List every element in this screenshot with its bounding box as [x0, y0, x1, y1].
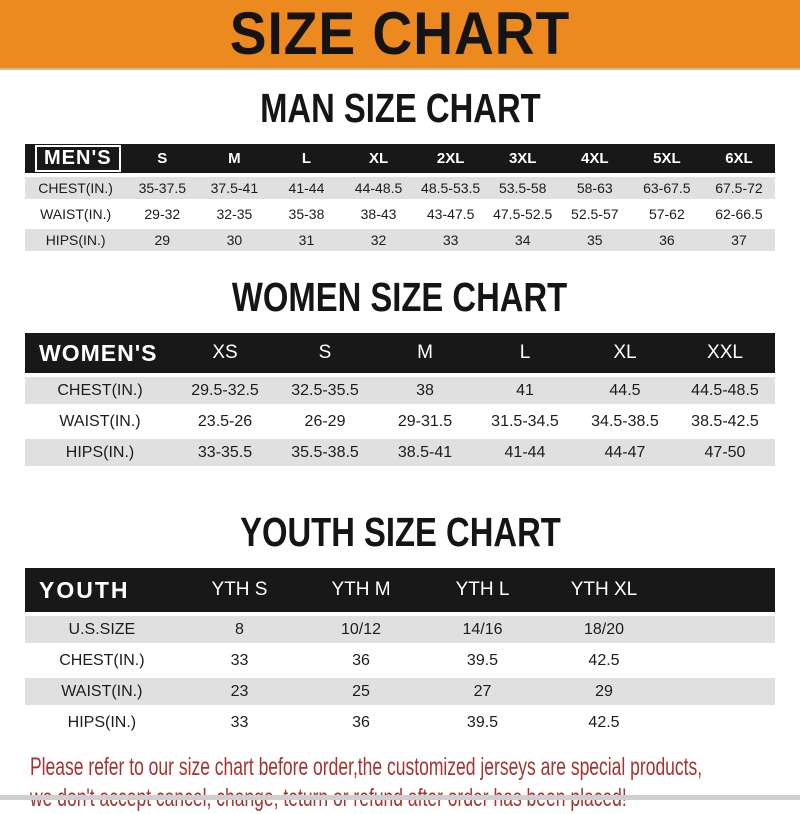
table-cell: 23.5-26 [197, 412, 253, 430]
row-label: HIPS(IN.) [65, 443, 135, 461]
youth-col-header: YTH L [455, 579, 510, 600]
table-cell: 39.5 [466, 651, 499, 669]
table-cell: 38-43 [360, 206, 397, 222]
table-cell: 63-67.5 [643, 180, 691, 196]
table-cell: 14/16 [462, 620, 503, 638]
table-cell: 37 [731, 232, 747, 248]
table-cell: 44.5-48.5 [691, 381, 759, 399]
table-cell-empty [665, 647, 775, 674]
table-cell: 38 [416, 381, 434, 399]
table-cell: 43-47.5 [426, 206, 475, 222]
table-cell: 33-35.5 [197, 443, 253, 461]
table-cell: 36 [352, 651, 370, 669]
table-cell: 32 [370, 232, 387, 248]
women-section-heading [0, 275, 800, 319]
table-cell: 44-48.5 [354, 180, 403, 196]
women-header-row [25, 333, 775, 373]
women-chest-row [25, 377, 775, 404]
men-heading-text: MAN SIZE CHART [259, 85, 541, 131]
table-cell: 8 [235, 620, 244, 638]
table-cell: 31.5-34.5 [491, 412, 559, 430]
table-cell: 29.5-32.5 [191, 381, 259, 399]
table-cell: 42.5 [588, 651, 620, 669]
youth-ussize-row [25, 616, 775, 643]
table-cell: 57-62 [648, 206, 685, 222]
table-cell: 48.5-53.5 [421, 180, 481, 196]
table-cell: 18/20 [583, 620, 625, 638]
row-label: U.S.SIZE [68, 620, 136, 638]
men-col-header: M [228, 150, 241, 167]
footer-note-line1: Please refer to our size chart before order,the customized jerseys are special products, [30, 753, 703, 781]
table-cell: 30 [226, 232, 243, 248]
women-label-text: WOMEN'S [39, 339, 158, 366]
women-hips-row [25, 439, 775, 466]
row-label: CHEST(IN.) [38, 180, 113, 196]
table-cell: 32-35 [216, 206, 253, 222]
men-col-header: S [157, 150, 168, 167]
youth-header-row [25, 568, 775, 612]
row-label: WAIST(IN.) [40, 206, 112, 222]
table-cell: 41 [516, 381, 534, 399]
women-table-label [25, 333, 175, 373]
youth-size-table [25, 564, 775, 740]
women-col-header: XXL [707, 342, 743, 363]
women-size-table [25, 329, 775, 470]
table-cell: 35.5-38.5 [291, 443, 359, 461]
table-cell: 29 [154, 232, 171, 248]
row-label: CHEST(IN.) [57, 381, 143, 399]
men-col-header: 4XL [581, 150, 609, 167]
men-col-header: 3XL [508, 150, 537, 167]
women-col-header: XL [613, 342, 637, 363]
table-cell: 58-63 [576, 180, 613, 196]
table-cell: 34 [514, 232, 531, 248]
men-hips-row [25, 229, 775, 251]
row-label: HIPS(IN.) [45, 232, 106, 248]
women-waist-row [25, 408, 775, 435]
table-cell: 36 [352, 713, 370, 731]
table-cell: 31 [298, 232, 315, 248]
row-label: CHEST(IN.) [59, 651, 145, 669]
table-cell: 52.5-57 [571, 206, 619, 222]
table-cell: 26-29 [304, 412, 346, 430]
youth-col-header: YTH S [211, 579, 268, 600]
table-cell: 47-50 [704, 443, 746, 461]
table-cell: 29 [595, 682, 613, 700]
women-col-header: M [417, 342, 433, 363]
row-label: WAIST(IN.) [61, 682, 143, 700]
table-cell: 38.5-42.5 [691, 412, 759, 430]
table-cell: 33 [442, 232, 459, 248]
table-cell-empty [665, 678, 775, 705]
table-cell: 35 [586, 232, 603, 248]
table-cell: 38.5-41 [397, 443, 453, 461]
youth-hips-row [25, 709, 775, 736]
youth-section-heading [0, 510, 800, 554]
table-cell-empty [665, 709, 775, 736]
youth-col-header: YTH M [331, 579, 391, 600]
table-cell: 47.5-52.5 [493, 206, 553, 222]
men-header-row [25, 144, 775, 173]
table-cell: 33 [230, 651, 249, 669]
banner-title: SIZE CHART [229, 0, 571, 67]
table-cell: 23 [230, 682, 249, 700]
youth-table-label [25, 568, 179, 612]
men-col-header: 6XL [725, 150, 753, 167]
banner [0, 0, 800, 70]
men-col-header: 5XL [653, 150, 681, 167]
table-cell: 29-31.5 [397, 412, 453, 430]
footer-note [30, 752, 800, 814]
table-cell: 35-38 [288, 206, 325, 222]
men-col-header: XL [368, 150, 389, 167]
table-cell: 44-47 [604, 443, 646, 461]
men-size-table [25, 140, 775, 255]
table-cell: 62-66.5 [715, 206, 763, 222]
youth-header-filler [665, 568, 775, 612]
table-cell-empty [665, 616, 775, 643]
men-col-header: 2XL [436, 150, 465, 167]
table-cell: 53.5-58 [498, 180, 547, 196]
table-cell: 34.5-38.5 [591, 412, 659, 430]
row-label: WAIST(IN.) [59, 412, 141, 430]
youth-col-header: YTH XL [570, 579, 638, 600]
women-col-header: L [519, 342, 531, 363]
table-cell: 67.5-72 [715, 180, 763, 196]
table-cell: 39.5 [466, 713, 499, 731]
table-cell: 27 [473, 682, 492, 700]
women-col-header: XS [212, 342, 238, 363]
table-cell: 44.5 [609, 381, 641, 399]
men-section-heading [0, 86, 800, 130]
table-cell: 41-44 [288, 180, 325, 196]
row-label: HIPS(IN.) [67, 713, 137, 731]
table-cell: 29-32 [144, 206, 181, 222]
men-chest-row [25, 177, 775, 199]
table-cell: 10/12 [340, 620, 382, 638]
youth-waist-row [25, 678, 775, 705]
men-label-text: MEN'S [35, 145, 121, 172]
table-cell: 41-44 [504, 443, 546, 461]
women-heading-text: WOMEN SIZE CHART [232, 274, 568, 320]
table-cell: 35-37.5 [138, 180, 187, 196]
men-col-header: L [301, 150, 312, 167]
youth-chest-row [25, 647, 775, 674]
table-cell: 33 [230, 713, 249, 731]
table-cell: 37.5-41 [210, 180, 259, 196]
women-col-header: S [318, 342, 332, 363]
table-cell: 42.5 [588, 713, 620, 731]
table-cell: 36 [659, 232, 675, 248]
table-cell: 32.5-35.5 [291, 381, 359, 399]
bottom-edge [0, 795, 800, 800]
youth-heading-text: YOUTH SIZE CHART [239, 509, 561, 555]
men-table-label [25, 144, 126, 173]
table-cell: 25 [352, 682, 370, 700]
men-waist-row [25, 203, 775, 225]
youth-label-text: YOUTH [39, 576, 130, 603]
